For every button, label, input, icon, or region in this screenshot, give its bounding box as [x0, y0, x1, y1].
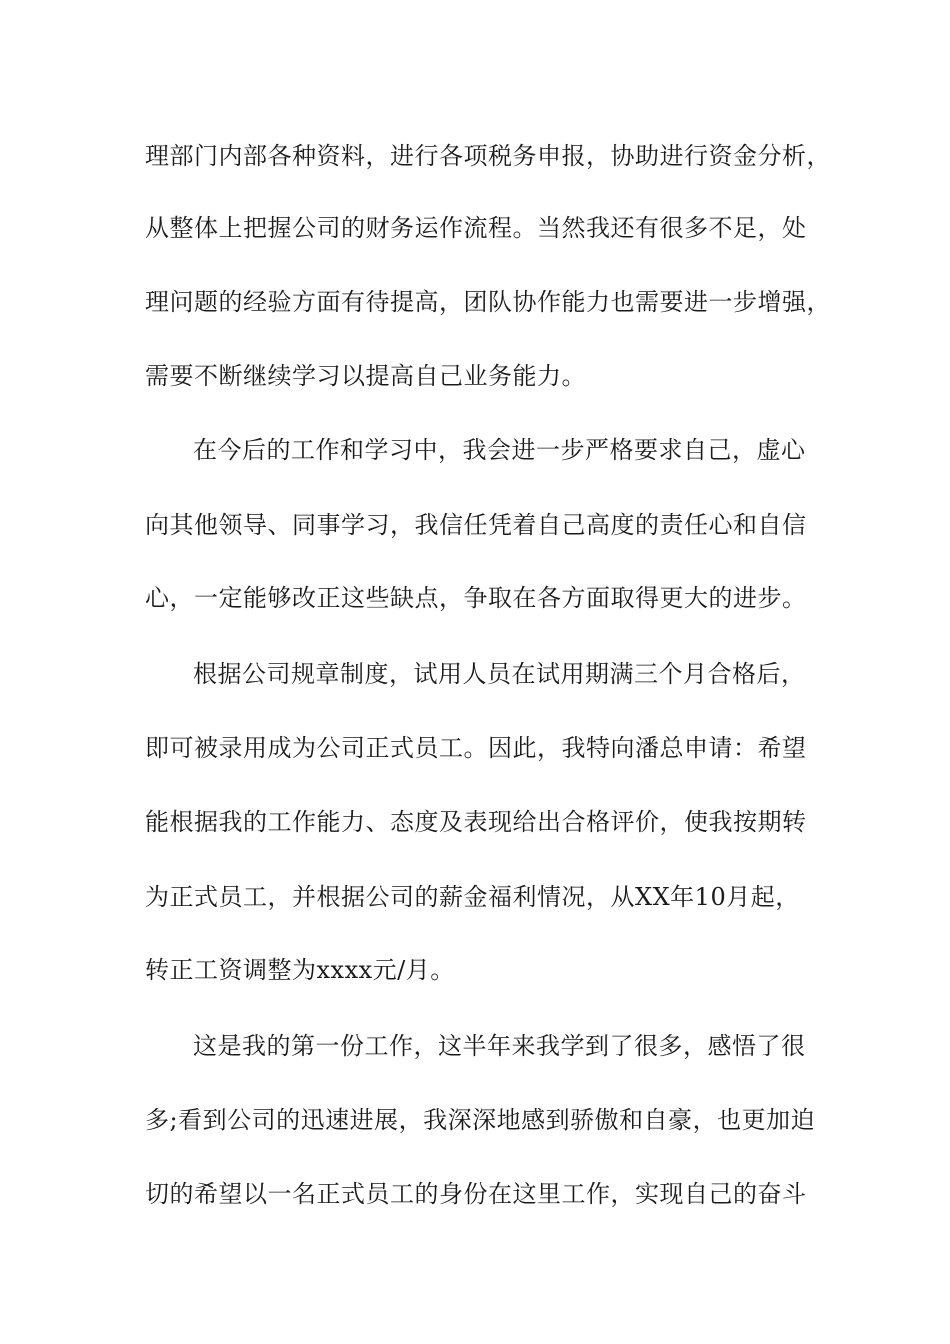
paragraph-first-line: 根据公司规章制度，试用人员在试用期满三个月合格后，: [193, 660, 806, 688]
body-text-line: 多;看到公司的迅速进展，我深深地感到骄傲和自豪，也更加迫: [145, 1106, 816, 1134]
body-text-line: 为正式员工，并根据公司的薪金福利情况，从XX年10月起，: [145, 883, 800, 911]
body-text-line: 从整体上把握公司的财务运作流程。当然我还有很多不足，处: [145, 214, 807, 242]
paragraph-first-line: 这是我的第一份工作，这半年来我学到了很多，感悟了很: [193, 1032, 806, 1060]
body-text-line: 需要不断继续学习以提高自己业务能力。: [145, 362, 586, 390]
body-text-line: 转正工资调整为xxxx元/月。: [145, 956, 455, 984]
body-text-line: 能根据我的工作能力、态度及表现给出合格评价，使我按期转: [145, 808, 807, 836]
body-text-line: 即可被录用成为公司正式员工。因此，我特向潘总申请：希望: [145, 734, 807, 762]
body-text-line: 心，一定能够改正这些缺点，争取在各方面取得更大的进步。: [145, 584, 807, 612]
paragraph-first-line: 在今后的工作和学习中，我会进一步严格要求自己，虚心: [193, 436, 806, 464]
body-text-line: 向其他领导、同事学习，我信任凭着自己高度的责任心和自信: [145, 511, 807, 539]
body-text-line: 切的希望以一名正式员工的身份在这里工作，实现自己的奋斗: [145, 1180, 807, 1208]
body-text-line: 理问题的经验方面有待提高，团队协作能力也需要进一步增强，: [145, 288, 831, 316]
body-text-line: 理部门内部各种资料，进行各项税务申报，协助进行资金分析，: [145, 142, 831, 170]
